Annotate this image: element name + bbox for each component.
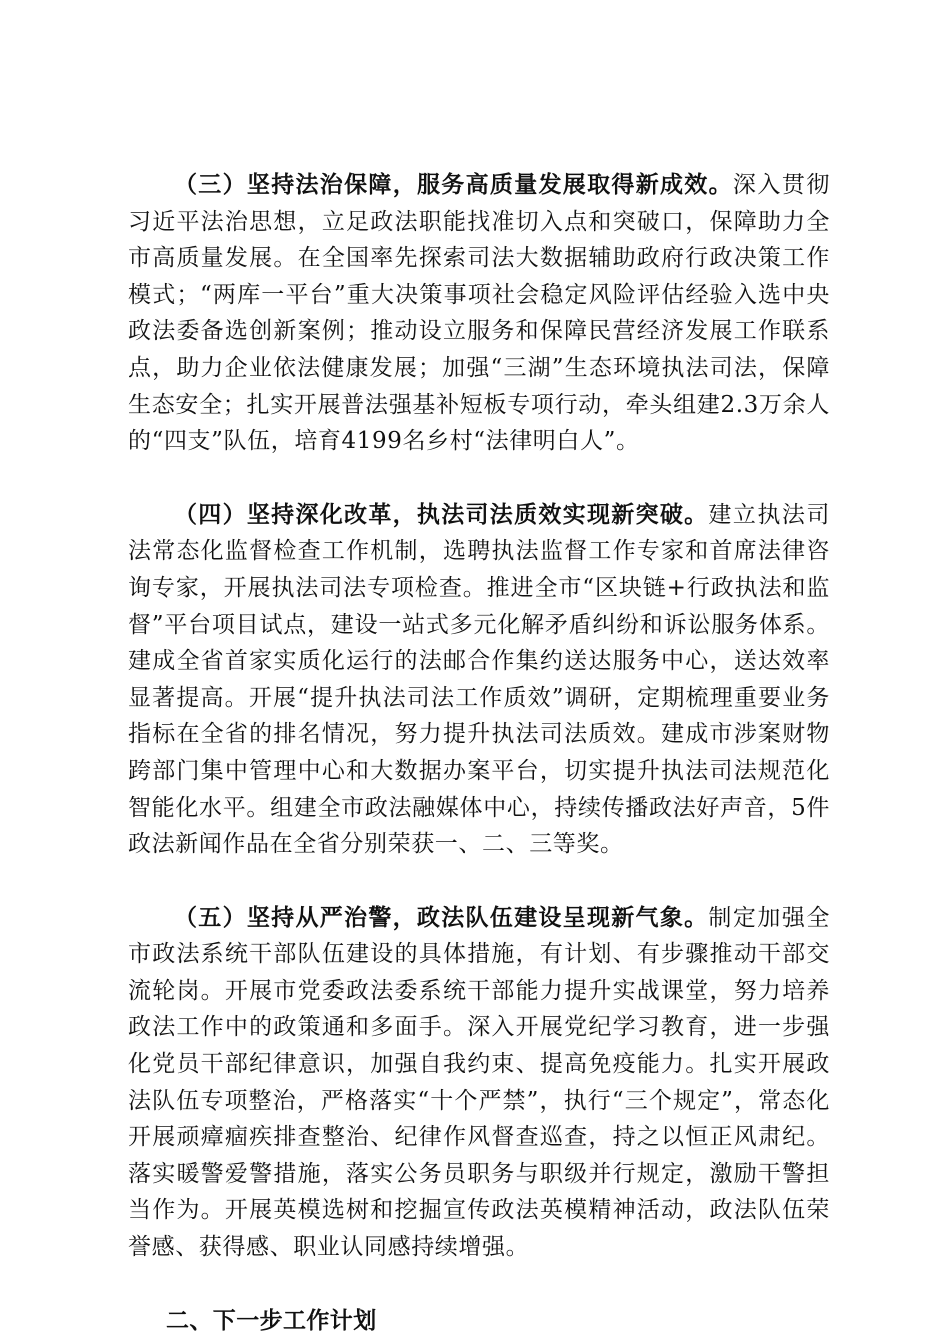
paragraph-text: 制定加强全市政法系统干部队伍建设的具体措施，有计划、有步骤推动干部交流轮岗。开展市党委政法委系统干部能力提升实战课堂，努力培养政法工作中的政策通和多面手。深入开展党纪学习教育，进一步强化党员干部纪律意识，加强自我约束、提高免疫能力。扎实开展政法队伍专项整治，严格落实“十个严禁”，执行“三个规定”，常态化开展顽瘴痼疾排查整治、纪律作风督查巡查，持之以恒正风肃纪。落实暖警爱警措施，落实公务员职务与职级并行规定，激励干警担当作为。开展英模选树和挖掘宣传政法英模精神活动，政法队伍荣誉感、获得感、职业认同感持续增强。	[128, 904, 830, 1261]
paragraph-deepening-reform	[128, 497, 830, 863]
document-body	[128, 167, 830, 1339]
paragraph-heading: （四）坚持深化改革，执法司法质效实现新突破。	[174, 501, 709, 528]
paragraph-strict-police-governance	[128, 900, 830, 1266]
paragraph-text: 深入贯彻习近平法治思想，立足政法职能找准切入点和突破口，保障助力全市高质量发展。在全国率先探索司法大数据辅助政府行政决策工作模式；“两库一平台”重大决策事项社会稳定风险评估经验入选中央政法委备选创新案例；推动设立服务和保障民营经济发展工作联系点，助力企业依法健康发展；加强“三湖”生态环境执法司法，保障生态安全；扎实开展普法强基补短板专项行动，牵头组建2.3万余人的“四支”队伍，培育4199名乡村“法律明白人”。	[128, 172, 831, 455]
paragraph-heading: （三）坚持法治保障，服务高质量发展取得新成效。	[174, 172, 733, 198]
paragraph-rule-of-law-guarantee	[128, 167, 830, 460]
paragraph-heading: （五）坚持从严治警，政法队伍建设呈现新气象。	[174, 904, 709, 931]
section-heading-next-steps: 二、下一步工作计划	[166, 1307, 377, 1334]
paragraph-text: 建立执法司法常态化监督检查工作机制，选聘执法监督工作专家和首席法律咨询专家，开展执法司法专项检查。推进全市“区块链+行政执法和监督”平台项目试点，建设一站式多元化解矛盾纠纷和诉讼服务体系。建成全省首家实质化运行的法邮合作集约送达服务中心，送达效率显著提高。开展“提升执法司法工作质效”调研，定期梳理重要业务指标在全省的排名情况，努力提升执法司法质效。建成市涉案财物跨部门集中管理中心和大数据办案平台，切实提升执法司法规范化智能化水平。组建全市政法融媒体中心，持续传播政法好声音，5件政法新闻作品在全省分别荣获一、二、三等奖。	[128, 501, 830, 858]
